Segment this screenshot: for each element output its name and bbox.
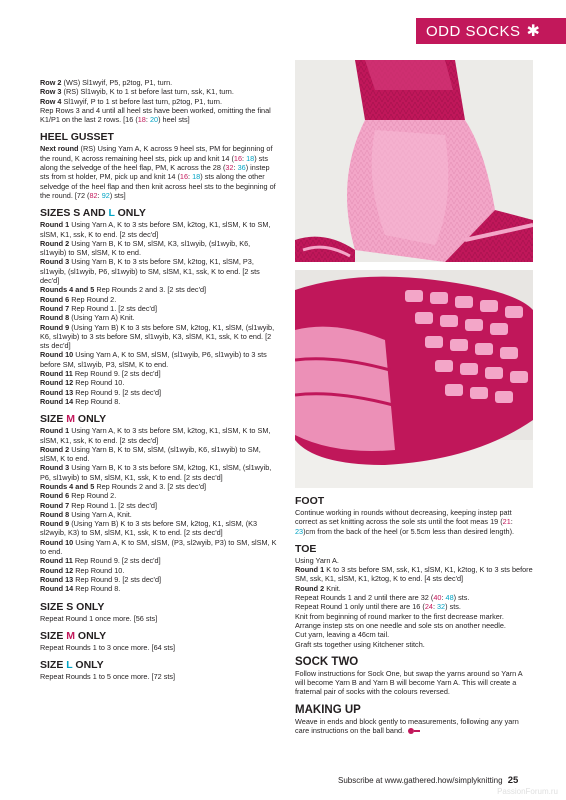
row-2: Row 2 (WS) Sl1wyif, P5, p2tog, P1, turn.	[40, 78, 173, 87]
size-m-only-text: Repeat Rounds 1 to 3 once more. [64 sts]	[40, 642, 176, 652]
sizes-s-l-rounds	[40, 220, 278, 406]
sizes-s-l-round: Round 7 Rep Round 1. [2 sts dec'd]	[40, 303, 157, 313]
foot-text: Continue working in rounds without decreasing, keeping instep patt correct as set knitting across the sole sts until the foot meas 19 (21: 23)cm from the back of the heel (or 5.5cm less than desired length).	[295, 508, 515, 536]
sizes-s-l-round: Round 3 Using Yarn B, K to 3 sts before SM, k2tog, K1, slSM, P3, sl1wyib, (sl1wyib, P6, sl1wyib) to SM, slSM, K1, ssk, K to end. [2 sts dec'd]	[40, 257, 260, 286]
sizes-s-l-round: Round 14 Rep Round 8.	[40, 396, 121, 406]
size-m-round: Round 14 Rep Round 8.	[40, 584, 121, 594]
size-m-only-heading-2: SIZE M ONLY	[40, 629, 107, 642]
sizes-s-l-round: Round 13 Rep Round 9. [2 sts dec'd]	[40, 387, 162, 397]
sock-two-text: Follow instructions for Sock One, but swap the yarns around so Yarn A will become Yarn B and Yarn B will become Yarn A. This will create a fraternal pair of socks with the colours reversed.	[295, 668, 523, 697]
sizes-s-l-round: Round 12 Rep Round 10.	[40, 378, 125, 388]
size-m-round: Rounds 4 and 5 Rep Rounds 2 and 3. [2 sts dec'd]	[40, 481, 207, 491]
end-dash-icon	[414, 730, 420, 732]
sizes-s-l-round: Round 10 Using Yarn A, K to SM, slSM, (sl1wyib, P6, sl1wyib) to 3 sts before SM, sl1wyib, P3, slSM, K to end.	[40, 350, 267, 369]
toe-cut: Cut yarn, leaving a 46cm tail.	[295, 630, 390, 640]
toe-round-1: Round 1 K to 3 sts before SM, ssk, K1, slSM, K1, k2tog, K to 3 sts before SM, ssk, K1, slSM, K1, k2tog, K to end. [4 sts dec'd]	[295, 565, 533, 584]
size-m-round: Round 9 (Using Yarn B) K to 3 sts before SM, k2tog, K1, slSM, (K3 sl2wyib, K3) to SM, slSM, K1, ssk, K to end. [2 sts dec'd]	[40, 519, 258, 538]
toe-repeat-1: Repeat Rounds 1 and 2 until there are 32 (40: 48) sts.	[295, 593, 470, 603]
left-column	[40, 78, 278, 681]
sock-two-heading: SOCK TWO	[295, 655, 359, 668]
heel-rows	[40, 78, 278, 124]
sock-heel-photo	[295, 60, 533, 262]
sizes-s-l-round: Round 2 Using Yarn B, K to SM, slSM, K3, sl1wyib, (sl1wyib, K6, sl1wyib) to SM, slSM, K to end.	[40, 238, 251, 258]
sizes-s-l-round: Round 11 Rep Round 9. [2 sts dec'd]	[40, 369, 161, 379]
page-number: 25	[507, 775, 519, 786]
size-m-round: Round 7 Rep Round 1. [2 sts dec'd]	[40, 500, 157, 510]
row-3: Row 3 (RS) Sl1wyib, K to 1 st before last turn, ssk, K1, turn.	[40, 87, 234, 97]
size-s-only-heading: SIZE S ONLY	[40, 600, 105, 613]
sizes-s-l-round: Round 1 Using Yarn A, K to 3 sts before SM, k2tog, K1, slSM, K to SM, slSM, K1, ssk, K to end. [2 sts dec'd]	[40, 220, 271, 239]
size-m-rounds	[40, 426, 278, 593]
gusset-text: Next round (RS) Using Yarn A, K across 9 heel sts, PM for beginning of the round, K across remaining heel sts, pick up and knit 14 (16: 18) sts along the selvedge of the heel flap, PM, K across the 28 (32: 36) instep sts from st holder, PM, pick up and knit 14 (16: 18) sts along the other selvedge of the heel flap and then knit across heel sts to the beginning of the round. [72 (82: 92) sts]	[40, 144, 276, 200]
right-column	[295, 495, 533, 735]
toe-knit-marker: Knit from beginning of round marker to the first decrease marker.	[295, 611, 504, 621]
making-up-heading: MAKING UP	[295, 703, 361, 716]
size-m-heading: SIZE M ONLY	[40, 413, 107, 426]
section-header	[416, 18, 566, 44]
toe-intro: Using Yarn A.	[295, 555, 339, 565]
toe-heading: TOE	[295, 542, 317, 555]
subscribe-text: Subscribe at www.gathered.how/simplyknitting	[338, 776, 503, 785]
size-m-round: Round 10 Using Yarn A, K to SM, slSM, (P3, sl2wyib, P3) to SM, slSM, K to end.	[40, 537, 277, 557]
sizes-s-l-round: Round 8 (Using Yarn A) Knit.	[40, 313, 135, 323]
heel-gusset-heading: HEEL GUSSET	[40, 131, 114, 144]
size-m-round: Round 2 Using Yarn B, K to SM, slSM, (sl1wyib, K6, sl1wyib) to SM, slSM, K to end.	[40, 444, 261, 464]
size-m-round: Round 8 Using Yarn A, Knit.	[40, 509, 132, 519]
sizes-s-l-round: Rounds 4 and 5 Rep Rounds 2 and 3. [2 sts dec'd]	[40, 285, 207, 295]
size-m-round: Round 6 Rep Round 2.	[40, 491, 117, 501]
toe-repeat-2: Repeat Round 1 only until there are 16 (24: 32) sts.	[295, 602, 461, 612]
size-l-only-heading: SIZE L ONLY	[40, 659, 104, 672]
toe-arrange: Arrange instep sts on one needle and sole sts on another needle.	[295, 620, 506, 630]
size-m-round: Round 3 Using Yarn B, K to 3 sts before SM, k2tog, K1, slSM, (sl1wyib, P6, sl1wyib) to SM, slSM, K1, ssk, K to end. [2 sts dec'd]	[40, 463, 272, 482]
size-s-only-text: Repeat Round 1 once more. [56 sts]	[40, 613, 158, 623]
foot-heading: FOOT	[295, 495, 325, 507]
toe-graft: Graft sts together using Kitchener stitch.	[295, 639, 425, 649]
size-m-round: Round 11 Rep Round 9. [2 sts dec'd]	[40, 556, 161, 566]
sizes-s-l-heading: SIZES S AND L ONLY	[40, 207, 146, 220]
star-icon: ✱	[526, 23, 541, 40]
watermark: PassionForum.ru	[497, 787, 558, 796]
toe-round-2: Round 2 Knit.	[295, 583, 341, 593]
sizes-s-l-round: Round 6 Rep Round 2.	[40, 294, 117, 304]
size-m-round: Round 12 Rep Round 10.	[40, 565, 125, 575]
sizes-s-l-round: Round 9 (Using Yarn B) K to 3 sts before SM, k2tog, K1, slSM, (sl1wyib, K6, sl1wyib) to 3 sts before SM, sl1wyib, K3, slSM, K1, ssk, K to end. [2 sts dec'd]	[40, 322, 275, 351]
making-up-text: Weave in ends and block gently to measurements, following any yarn care instructions on the ball band.	[295, 716, 519, 736]
size-m-round: Round 13 Rep Round 9. [2 sts dec'd]	[40, 574, 162, 584]
footer	[338, 775, 518, 786]
section-title: ODD SOCKS	[426, 22, 521, 40]
row-4: Row 4 Sl1wyif, P to 1 st before last turn, p2tog, P1, turn.	[40, 96, 222, 106]
size-m-round: Round 1 Using Yarn A, K to 3 sts before SM, k2tog, K1, slSM, K to SM, slSM, K1, ssk, K to end. [2 sts dec'd]	[40, 426, 271, 445]
sock-foot-photo	[295, 270, 533, 488]
size-l-only-text: Repeat Rounds 1 to 5 once more. [72 sts]	[40, 672, 176, 682]
rows-repeat: Rep Rows 3 and 4 until all heel sts have been worked, omitting the final K1/P1 on the last 2 rows. [16 (18: 20) heel sts]	[40, 105, 271, 125]
